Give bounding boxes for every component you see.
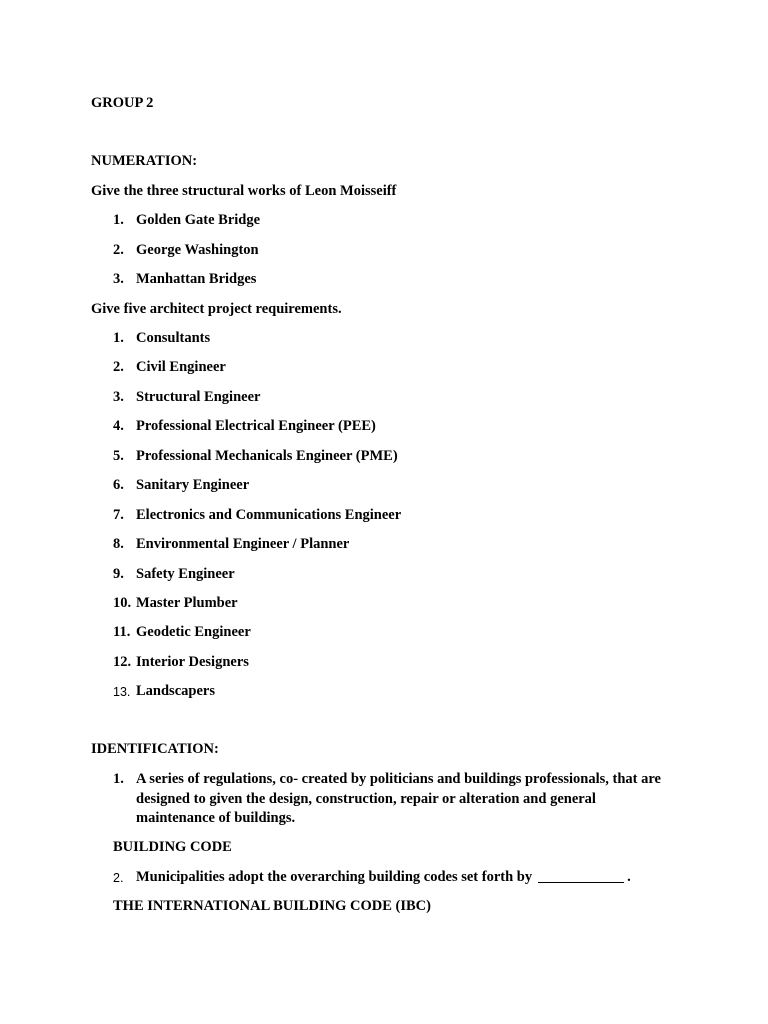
list-item-text: Sanitary Engineer <box>136 477 250 493</box>
list-number: 2. <box>113 359 124 375</box>
list-item-text: Consultants <box>136 330 211 346</box>
question-text: Municipalities adopt the overarching building codes set forth by <box>136 869 533 885</box>
answer-blank <box>538 882 624 883</box>
list-number: 3. <box>113 271 124 287</box>
list-item-text: Golden Gate Bridge <box>136 212 261 228</box>
list-item-text: George Washington <box>136 242 259 258</box>
numeration-heading: NUMERATION: <box>91 153 198 169</box>
list-number: 8. <box>113 536 124 552</box>
list-number: 5. <box>113 448 124 464</box>
list-item-text: Civil Engineer <box>136 359 226 375</box>
list-number: 12. <box>113 654 132 670</box>
list-number: 2. <box>113 242 124 258</box>
list-item-text: Structural Engineer <box>136 389 261 405</box>
list-number: 10. <box>113 595 132 611</box>
identification-answer: BUILDING CODE <box>113 839 232 855</box>
list-number: 6. <box>113 477 124 493</box>
list-item-text: Master Plumber <box>136 595 238 611</box>
identification-question <box>136 868 631 886</box>
identification-heading: IDENTIFICATION: <box>91 741 219 757</box>
list-item-text: Environmental Engineer / Planner <box>136 536 350 552</box>
list-item-text: Manhattan Bridges <box>136 271 257 287</box>
list-item-text: Geodetic Engineer <box>136 624 251 640</box>
list-number: 2. <box>113 871 124 885</box>
list-number: 1. <box>113 330 124 346</box>
question-2: Give five architect project requirements. <box>91 301 342 317</box>
list-number: 4. <box>113 418 124 434</box>
list-item-text: Electronics and Communications Engineer <box>136 507 402 523</box>
list-item-text: Interior Designers <box>136 654 249 670</box>
identification-answer: THE INTERNATIONAL BUILDING CODE (IBC) <box>113 898 431 914</box>
question-suffix: . <box>627 869 631 885</box>
identification-question: A series of regulations, co- created by politicians and buildings professionals, that are designed to given the design, construction, repair or alteration and general maintenance of buildings. <box>136 771 661 826</box>
list-number: 1. <box>113 771 124 787</box>
list-number: 1. <box>113 212 124 228</box>
list-number: 3. <box>113 389 124 405</box>
list-number: 7. <box>113 507 124 523</box>
list-item-text: Professional Mechanicals Engineer (PME) <box>136 448 398 464</box>
list-item-text: Landscapers <box>136 683 215 699</box>
question-1: Give the three structural works of Leon Moisseiff <box>91 183 397 199</box>
list-item-text: Safety Engineer <box>136 566 235 582</box>
list-number: 13. <box>113 685 131 699</box>
document-title: GROUP 2 <box>91 95 154 111</box>
list-number: 11. <box>113 624 131 640</box>
list-number: 9. <box>113 566 124 582</box>
list-item-text: Professional Electrical Engineer (PEE) <box>136 418 376 434</box>
